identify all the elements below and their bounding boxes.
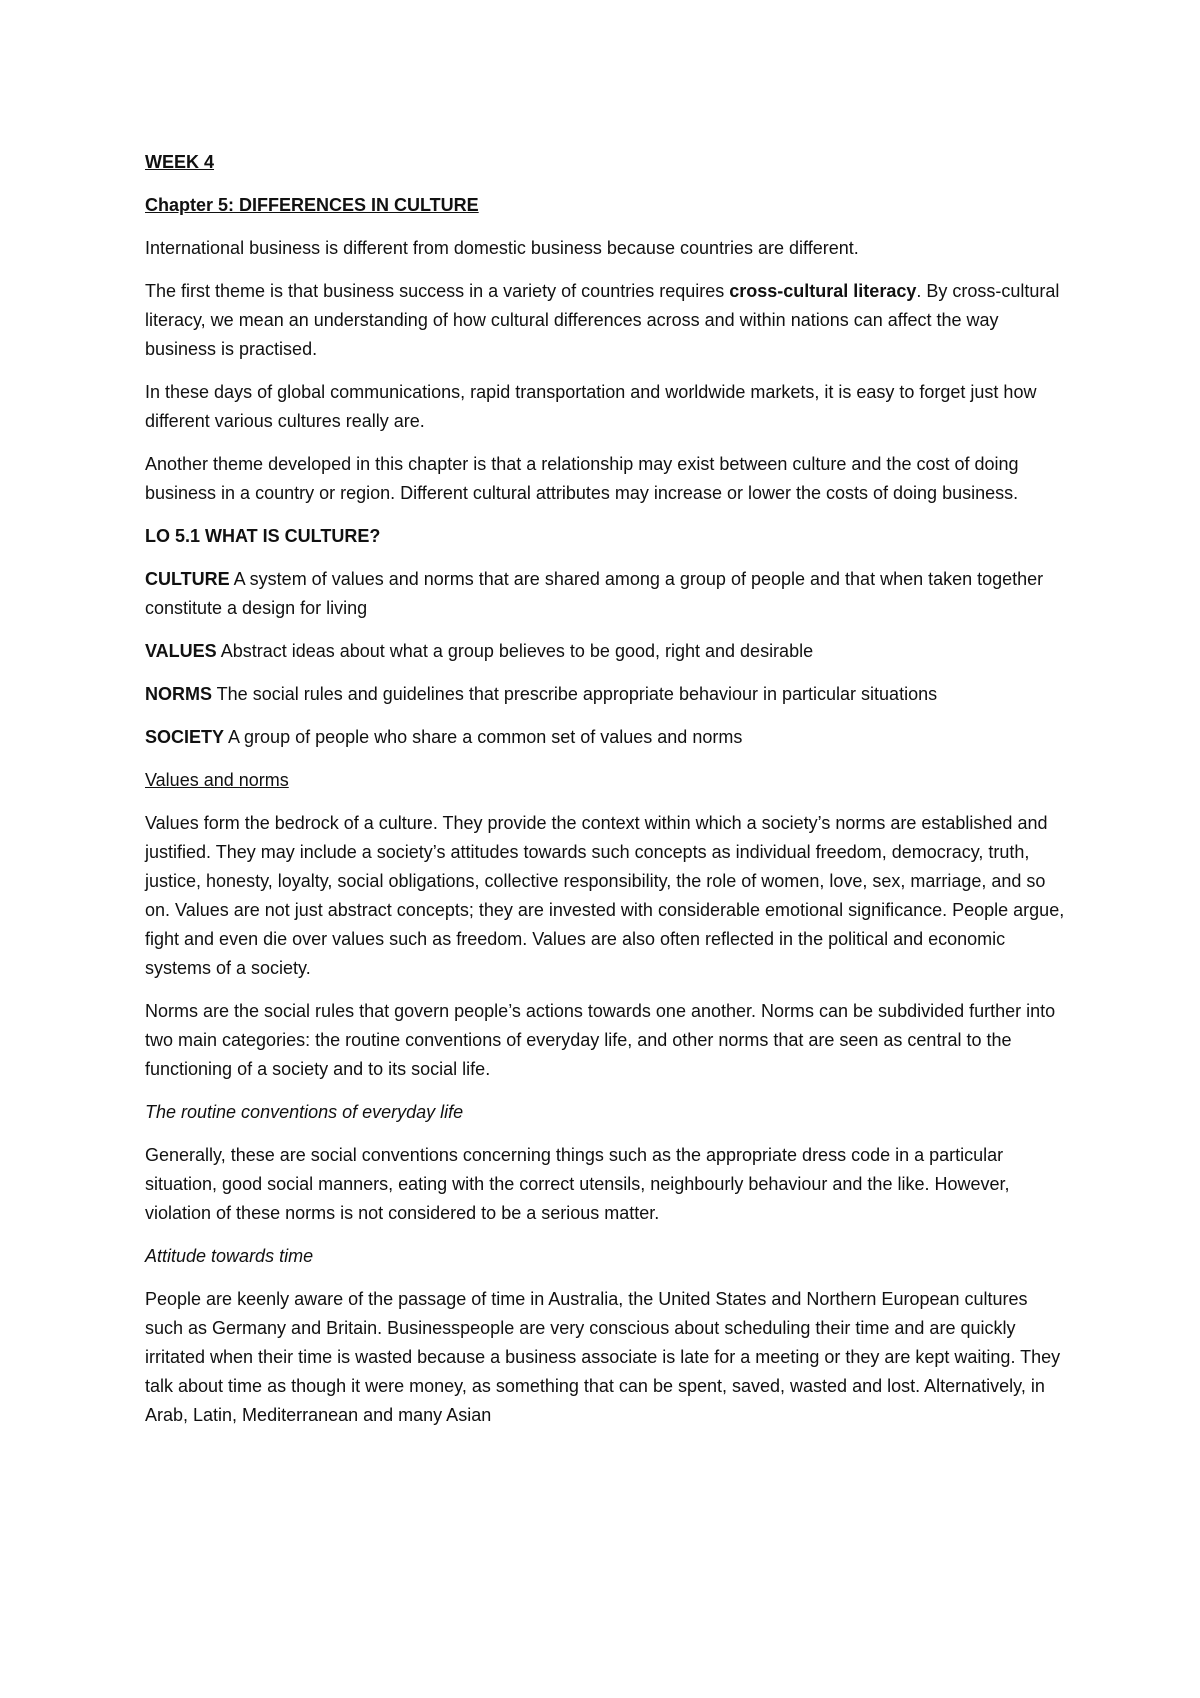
definition-culture [145, 565, 1070, 623]
definition-term: NORMS [145, 684, 212, 704]
definition-text: Abstract ideas about what a group believes to be good, right and desirable [216, 641, 814, 661]
definition-norms [145, 680, 1070, 709]
definition-values [145, 637, 1070, 666]
first-theme-paragraph [145, 277, 1070, 364]
time-heading: Attitude towards time [145, 1246, 314, 1266]
definition-text: A system of values and norms that are shared among a group of people and that when taken together constitute a design for living [145, 569, 1044, 618]
first-theme-text-a: The first theme is that business success in a variety of countries requires [145, 281, 730, 301]
definition-text: The social rules and guidelines that prescribe appropriate behaviour in particular situations [212, 684, 938, 704]
routine-paragraph: Generally, these are social conventions concerning things such as the appropriate dress code in a particular situation, good social manners, eating with the correct utensils, neighbourly behaviour and the like. However, violation of these norms is not considered to be a serious matter. [145, 1145, 1010, 1223]
time-paragraph: People are keenly aware of the passage of time in Australia, the United States and Northern European cultures such as Germany and Britain. Businesspeople are very conscious about scheduling their time and are quickly irritated when their time is wasted because a business associate is late for a meeting or they are kept waiting. They talk about time as though it were money, as something that can be spent, saved, wasted and lost. Alternatively, in Arab, Latin, Mediterranean and many Asian [145, 1289, 1061, 1425]
first-theme-text-b: . By cross-cultural literacy, we mean an understanding of how cultural differences across and within nations can affect the way business is practised. [145, 281, 1060, 359]
values-paragraph: Values form the bedrock of a culture. They provide the context within which a society’s norms are established and justified. They may include a society’s attitudes towards such concepts as individual freedom, democracy, truth, justice, honesty, loyalty, social obligations, collective responsibility, the role of women, love, sex, marriage, and so on. Values are not just abstract concepts; they are invested with considerable emotional significance. People argue, fight and even die over values such as freedom. Values are also often reflected in the political and economic systems of a society. [145, 813, 1065, 978]
norms-paragraph: Norms are the social rules that govern people’s actions towards one another. Norms can be subdivided further into two main categories: the routine conventions of everyday life, and other norms that are seen as central to the functioning of a society and to its social life. [145, 1001, 1056, 1079]
definition-term: VALUES [145, 641, 217, 661]
definition-term: SOCIETY [145, 727, 225, 747]
cross-cultural-literacy-term: cross-cultural literacy [729, 281, 917, 301]
routine-heading: The routine conventions of everyday life [145, 1102, 464, 1122]
lo-heading: LO 5.1 WHAT IS CULTURE? [145, 526, 381, 546]
another-theme-paragraph: Another theme developed in this chapter is that a relationship may exist between culture and the cost of doing business in a country or region. Different cultural attributes may increase or lower the costs of doing business. [145, 454, 1019, 503]
definition-term: CULTURE [145, 569, 230, 589]
definition-society [145, 723, 1070, 752]
values-norms-heading: Values and norms [145, 770, 289, 790]
intro-paragraph: International business is different from domestic business because countries are different. [145, 238, 859, 258]
chapter-heading: Chapter 5: DIFFERENCES IN CULTURE [145, 195, 479, 215]
global-paragraph: In these days of global communications, rapid transportation and worldwide markets, it is easy to forget just how different various cultures really are. [145, 382, 1037, 431]
definition-text: A group of people who share a common set of values and norms [224, 727, 743, 747]
week-heading: WEEK 4 [145, 152, 215, 172]
